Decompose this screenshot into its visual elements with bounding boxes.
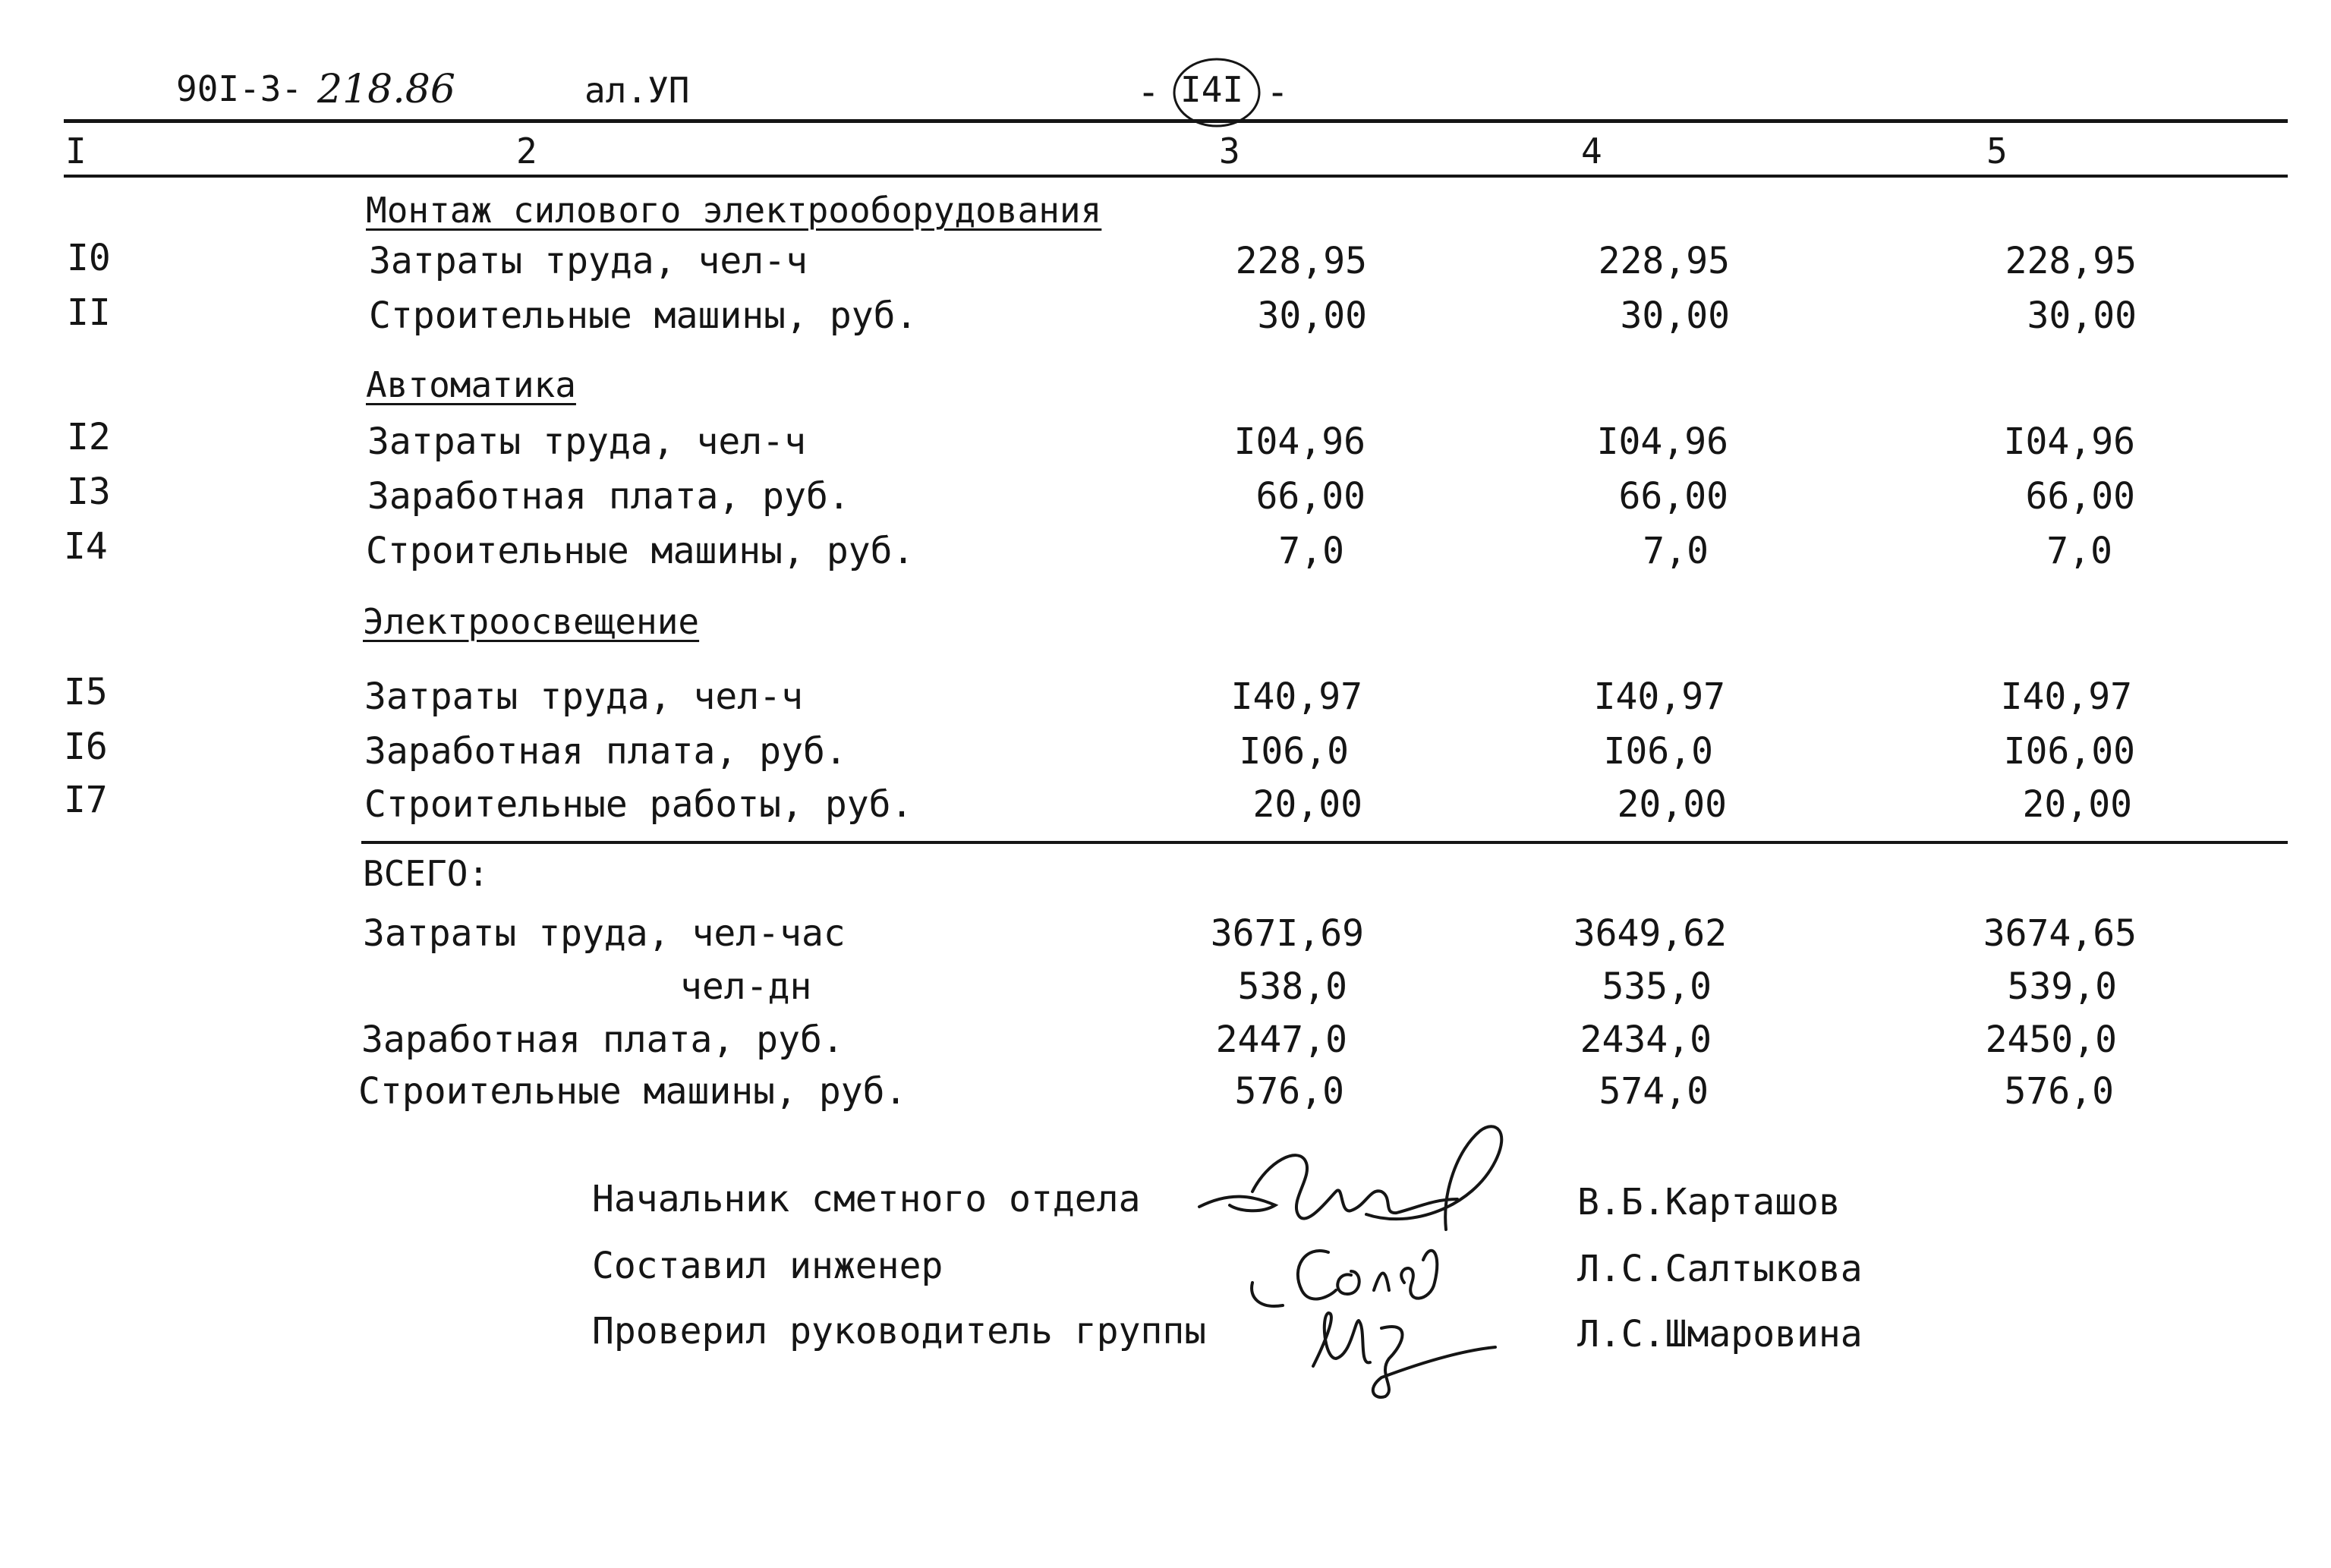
- row-value-col3: I40,97: [1230, 675, 1362, 718]
- totals-value-col3: 576,0: [1234, 1070, 1344, 1113]
- row-number: I3: [67, 471, 111, 513]
- row-name: Строительные машины, руб.: [369, 294, 918, 337]
- signature-role: Проверил руководитель группы: [592, 1310, 1207, 1352]
- totals-value-col4: 2434,0: [1580, 1019, 1712, 1061]
- totals-row-name: Заработная плата, руб.: [361, 1019, 844, 1061]
- totals-value-col3: 367I,69: [1210, 912, 1364, 955]
- row-value-col4: 7,0: [1643, 530, 1709, 572]
- row-value-col5: I06,00: [2003, 730, 2135, 773]
- signature-name: Л.С.Салтыкова: [1577, 1248, 1863, 1290]
- row-number: I2: [67, 416, 111, 458]
- row-name: Заработная плата, руб.: [364, 730, 847, 773]
- row-name: Строительные машины, руб.: [366, 530, 915, 572]
- row-name: Затраты труда, чел-ч: [367, 420, 806, 463]
- page-number-circle: [1165, 53, 1271, 137]
- signature-name: В.Б.Карташов: [1577, 1181, 1841, 1223]
- column-number-2: 2: [516, 131, 537, 172]
- signature-name: Л.С.Шмаровина: [1577, 1313, 1863, 1355]
- doc-code-prefix: 90I-3-: [176, 68, 303, 109]
- row-value-col3: I06,0: [1239, 730, 1349, 773]
- section-title: Автоматика: [366, 364, 576, 405]
- row-number: I5: [64, 671, 108, 713]
- row-value-col4: I04,96: [1596, 420, 1728, 463]
- totals-row-name: Затраты труда, чел-час: [363, 912, 846, 955]
- signature-role: Составил инженер: [592, 1245, 943, 1287]
- totals-rule: [361, 841, 2288, 844]
- section-title: Монтаж силового электрооборудования: [366, 190, 1102, 231]
- totals-row-name: чел-дн: [680, 965, 812, 1008]
- row-number: I6: [64, 726, 108, 768]
- totals-value-col4: 3649,62: [1573, 912, 1727, 955]
- row-value-col3: 7,0: [1278, 530, 1344, 572]
- column-number-1: I: [65, 131, 87, 172]
- row-name: Затраты труда, чел-ч: [364, 675, 803, 718]
- doc-code-handwritten: 218.86: [317, 67, 455, 112]
- totals-value-col3: 538,0: [1237, 965, 1347, 1008]
- totals-title: ВСЕГО:: [363, 853, 490, 894]
- row-name: Затраты труда, чел-ч: [369, 240, 808, 282]
- totals-value-col4: 574,0: [1599, 1070, 1709, 1113]
- page-number-dash-right: -: [1266, 70, 1290, 114]
- row-value-col5: 228,95: [2005, 240, 2137, 282]
- row-value-col3: 30,00: [1257, 294, 1367, 337]
- row-value-col3: 228,95: [1235, 240, 1367, 282]
- row-value-col5: I04,96: [2003, 420, 2135, 463]
- row-value-col5: I40,97: [2000, 675, 2132, 718]
- row-value-col4: 66,00: [1618, 475, 1728, 518]
- row-value-col3: 66,00: [1255, 475, 1366, 518]
- row-value-col5: 30,00: [2027, 294, 2137, 337]
- totals-value-col5: 2450,0: [1985, 1019, 2117, 1061]
- row-name: Строительные работы, руб.: [364, 783, 913, 826]
- signature-role: Начальник сметного отдела: [592, 1178, 1141, 1220]
- row-value-col4: I06,0: [1603, 730, 1713, 773]
- row-number: II: [67, 291, 111, 334]
- row-value-col5: 7,0: [2046, 530, 2112, 572]
- section-title: Электроосвещение: [363, 601, 700, 642]
- column-number-4: 4: [1581, 131, 1602, 172]
- totals-row-name: Строительные машины, руб.: [358, 1070, 907, 1113]
- row-value-col5: 20,00: [2022, 783, 2132, 826]
- row-number: I7: [64, 779, 108, 821]
- page-number-dash-left: -: [1137, 70, 1161, 114]
- totals-value-col3: 2447,0: [1215, 1019, 1347, 1061]
- row-number: I0: [67, 237, 111, 279]
- page-number: I4I: [1180, 69, 1244, 110]
- totals-value-col5: 539,0: [2007, 965, 2117, 1008]
- row-value-col4: 30,00: [1620, 294, 1730, 337]
- row-value-col3: I04,96: [1233, 420, 1366, 463]
- totals-value-col5: 576,0: [2004, 1070, 2114, 1113]
- column-number-3: 3: [1219, 131, 1240, 172]
- row-value-col4: I40,97: [1593, 675, 1725, 718]
- row-value-col3: 20,00: [1252, 783, 1362, 826]
- signature-3-handwriting: [1283, 1283, 1510, 1404]
- album-label: ал.УП: [584, 70, 690, 111]
- header-bottom-rule: [64, 175, 2288, 178]
- row-number: I4: [64, 525, 108, 568]
- totals-value-col5: 3674,65: [1983, 912, 2137, 955]
- row-value-col5: 66,00: [2025, 475, 2135, 518]
- totals-value-col4: 535,0: [1602, 965, 1712, 1008]
- row-value-col4: 228,95: [1598, 240, 1730, 282]
- row-value-col4: 20,00: [1617, 783, 1727, 826]
- row-name: Заработная плата, руб.: [367, 475, 850, 518]
- column-number-5: 5: [1986, 131, 2008, 172]
- header-top-rule: [64, 119, 2288, 123]
